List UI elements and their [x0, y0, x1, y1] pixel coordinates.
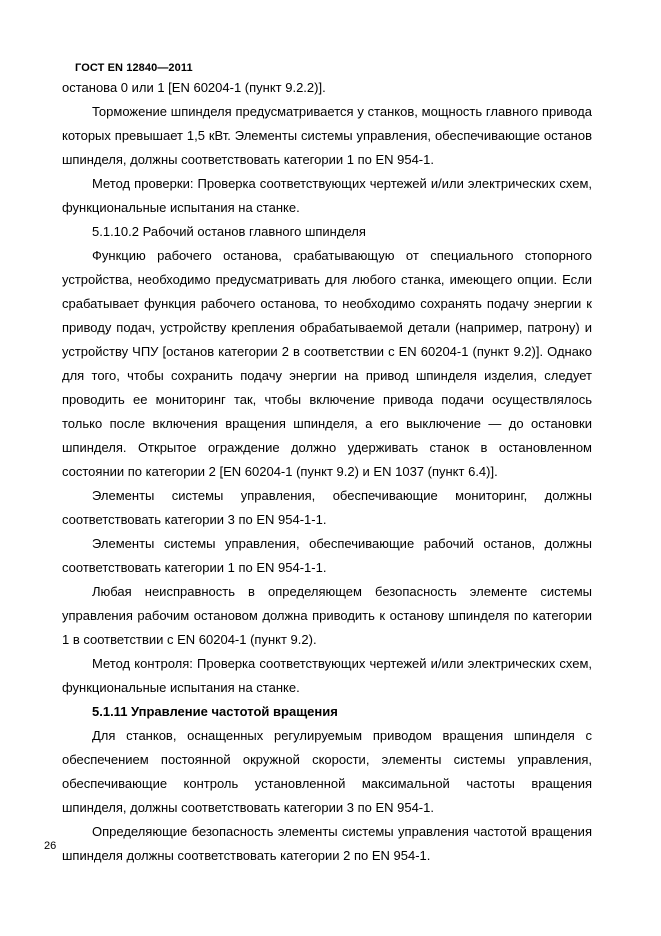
section-heading-5-1-10-2: 5.1.10.2 Рабочий останов главного шпинделя	[92, 224, 366, 239]
paragraph-verification-method-1: Метод проверки: Проверка соответствующих чертежей и/или электрических схем, функциональные испытания на станке.	[62, 176, 592, 215]
paragraph-operational-stop: Функцию рабочего останова, срабатывающую от специального стопорного устройства, необходимо предусматривать для любого станка, имеющего опции. Если срабатывает функция рабочего останова, то необходимо сохранять подачу энергии к приводу подач, устройству крепления обрабатываемой детали (например, патрону) и устройству ЧПУ [останов категории 2 в соответствии с EN 60204-1 (пункт 9.2)]. Однако для того, чтобы сохранить подачу энергии на привод шпинделя изделия, следует проводить ее мониторинг так, чтобы включение привода подачи осуществлялось только после включения вращения шпинделя, а его выключение — до остановки шпинделя. Открытое ограждение должно удерживать станок в остановленном состоянии по категории 2 [EN 60204-1 (пункт 9.2) и EN 1037 (пункт 6.4)].	[62, 248, 592, 479]
paragraph-speed-control-category: Определяющие безопасность элементы системы управления частотой вращения шпинделя должны соответствовать категории 2 по EN 954-1.	[62, 824, 592, 863]
paragraph-verification-method-2: Метод контроля: Проверка соответствующих чертежей и/или электрических схем, функциональные испытания на станке.	[62, 656, 592, 695]
section-heading-5-1-11: 5.1.11 Управление частотой вращения	[92, 704, 338, 719]
page-number: 26	[44, 840, 57, 852]
paragraph-spindle-braking: Торможение шпинделя предусматривается у станков, мощность главного привода которых превышает 1,5 кВт. Элементы системы управления, обеспечивающие останов шпинделя, должны соответствовать категории 1 по EN 954-1.	[62, 104, 592, 167]
paragraph-operational-stop-elements: Элементы системы управления, обеспечивающие рабочий останов, должны соответствовать категории 1 по EN 954-1-1.	[62, 536, 592, 575]
document-header: ГОСТ EN 12840—2011	[75, 62, 193, 74]
document-body	[62, 76, 592, 868]
paragraph-monitoring-elements: Элементы системы управления, обеспечивающие мониторинг, должны соответствовать категории 3 по EN 954-1-1.	[62, 488, 592, 527]
paragraph-fault-handling: Любая неисправность в определяющем безопасность элементе системы управления рабочим остановом должна приводить к останову шпинделя по категории 1 в соответствии с EN 60204-1 (пункт 9.2).	[62, 584, 592, 647]
paragraph-speed-control: Для станков, оснащенных регулируемым приводом вращения шпинделя с обеспечением постоянной окружной скорости, элементы системы управления, обеспечивающие контроль установленной максимальной частоты вращения шпинделя, должны соответствовать категории 3 по EN 954-1.	[62, 728, 592, 815]
paragraph-continuation: останова 0 или 1 [EN 60204-1 (пункт 9.2.2)].	[62, 80, 326, 95]
